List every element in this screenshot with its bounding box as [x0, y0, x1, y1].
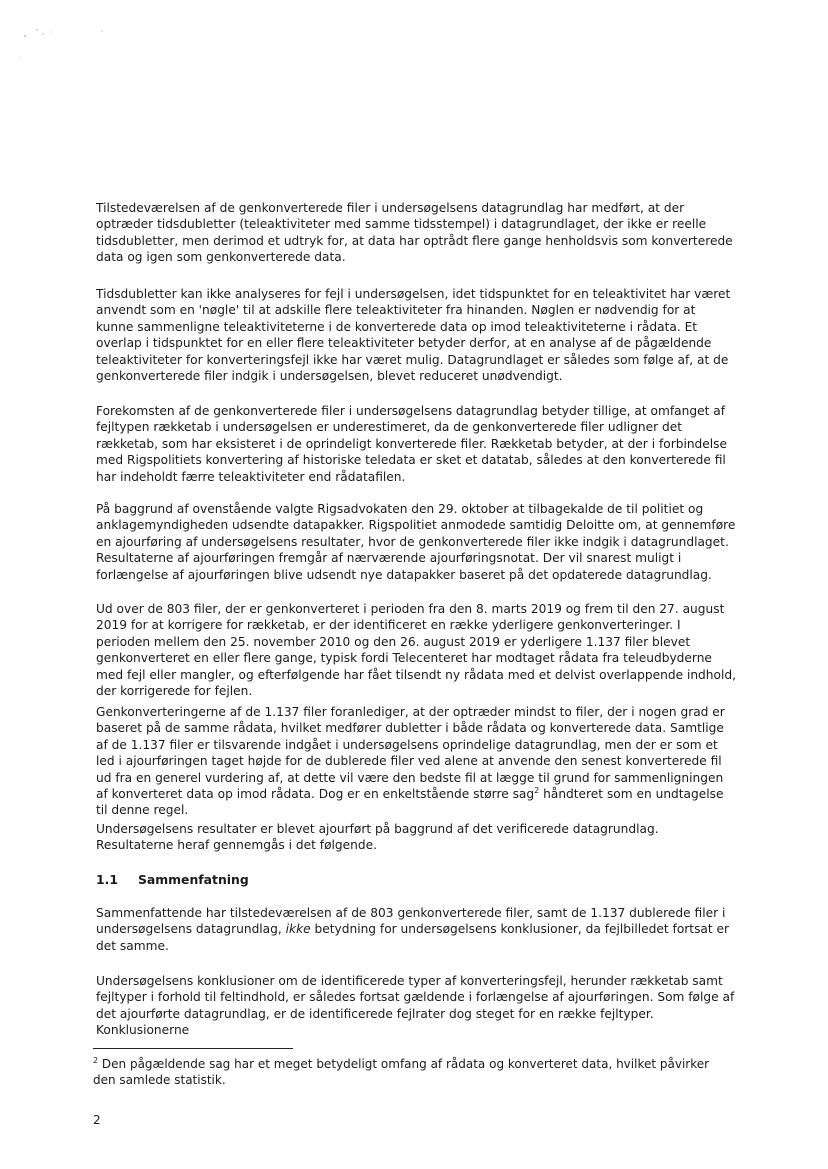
footnote-ref: 2 — [534, 785, 540, 795]
paragraph-3: Forekomsten af de genkonverterede filer i undersøgelsens datagrundlag betyder tillige, at omfanget af fejltypen rækketab i undersøgelsen er underestimeret, da de genkonverterede filer udligner det rækketab, som har eksisteret i de oprindeligt konverterede filer. Rækketab betyder, at der i forbindelse med Rigspolitiets konvertering af historiske teledata er sket et datatab, således at den konverterede fil har indeholdt færre teleaktiviteter end rådatafilen. — [96, 404, 728, 484]
footnote — [93, 1057, 733, 1088]
section-title: Sammenfatning — [137, 872, 249, 887]
paragraph-9: Undersøgelsens konklusioner om de identificerede typer af konverteringsfejl, herunder rækketab samt fejltyper i forhold til feltindhold, er således fortsat gældende i forlængelse af ajourføringen. Som følge af det ajourførte datagrundlag, er de identificerede fejlrater dog steget for en række fejltyper. Konklusionerne — [96, 974, 735, 1038]
paragraph-8-tail: betydning for undersøgelsens konklusioner, da fejlbilledet fortsat er det samme. — [96, 922, 730, 953]
scan-specks — [16, 22, 116, 62]
paragraph-6-tail: håndteret som en undtagelse til denne regel. — [96, 787, 724, 818]
paragraph-7: Undersøgelsens resultater er blevet ajourført på baggrund af det verificerede datagrundlag. Resultaterne heraf gennemgås i det følgende. — [96, 822, 659, 853]
paragraph-5: Ud over de 803 filer, der er genkonverteret i perioden fra den 8. marts 2019 og frem til den 27. august 2019 for at korrigere for rækketab, er der identificeret en række yderligere genkonverteringer. I perioden mellem den 25. november 2010 og den 26. august 2019 er yderligere 1.137 filer blevet genkonverteret en eller flere gange, typisk fordi Telecenteret har modtaget rådata fra teleudbyderne med fejl eller mangler, og efterfølgende har fået tilsendt ny rådata med et delvist overlappende indhold, der korrigerede for fejlen. — [96, 602, 736, 699]
footnote-marker: 2 — [93, 1056, 99, 1065]
section-number: 1.1 — [96, 872, 118, 887]
section-heading — [96, 872, 249, 887]
paragraph-2: Tidsdubletter kan ikke analyseres for fejl i undersøgelsen, idet tidspunktet for en teleaktivitet har været anvendt som en 'nøgle' til at adskille flere teleaktiviteter fra hinanden. Nøglen er nødvendig for at kunne sammenligne teleaktiviteterne i de konverterede data op imod teleaktiviteterne i rådata. Et overlap i tidspunktet for en eller flere teleaktiviteter betyder derfor, at en analyse af de pågældende teleaktiviteter for konverteringsfejl ikke har været mulig. Datagrundlaget er således som følge af, at de genkonverterede filer indgik i undersøgelsen, blevet reduceret unødvendigt. — [96, 287, 731, 384]
paragraph-6-text: Genkonverteringerne af de 1.137 filer foranlediger, at der optræder mindst to filer, der i nogen grad er baseret på de samme rådata, hvilket medfører dubletter i både rådata og konverterede data. Samtlige af de 1.137 filer er tilsvarende indgået i undersøgelsens oprindelige datagrundlag, men der er som et led i ajourføringen taget højde for de dublerede filer ved alene at anvende den senest konverterede fil ud fra en generel vurdering af, at dette vil være den bedste fil at lægge til grund for sammenligningen af konverteret data op imod rådata. Dog er en enkeltstående større sag — [96, 705, 725, 802]
paragraph-1: Tilstedeværelsen af de genkonverterede filer i undersøgelsens datagrundlag har medført, at der optræder tidsdubletter (teleaktiviteter med samme tidsstempel) i datagrundlaget, der ikke er reelle tidsdubletter, men derimod et udtryk for, at data har optrådt flere gange henholdsvis som konverterede data og igen som genkonverterede data. — [96, 201, 733, 265]
paragraph-8-text: Sammenfattende har tilstedeværelsen af de 803 genkonverterede filer, samt de 1.137 dublerede filer i undersøgelsens datagrundlag, — [96, 906, 726, 937]
paragraph-8 — [96, 905, 736, 954]
footnote-text: Den pågældende sag har et meget betydeligt omfang af rådata og konverteret data, hvilket påvirker den samlede statistik. — [93, 1057, 710, 1087]
paragraph-6 — [96, 704, 736, 819]
footnote-rule — [93, 1048, 293, 1049]
page-number: 2 — [93, 1113, 101, 1127]
paragraph-4: På baggrund af ovenstående valgte Rigsadvokaten den 29. oktober at tilbagekalde de til politiet og anklagemyndigheden udsendte datapakker. Rigspolitiet anmodede samtidig Deloitte om, at gennemføre en ajourføring af undersøgelsens resultater, hvor de genkonverterede filer ikke indgik i datagrundlaget. Resultaterne af ajourføringen fremgår af nærværende ajourføringsnotat. Der vil snarest muligt i forlængelse af ajourføringen blive udsendt nye datapakker baseret på det opdaterede datagrundlag. — [96, 502, 736, 582]
emphasis-ikke: ikke — [285, 922, 311, 937]
